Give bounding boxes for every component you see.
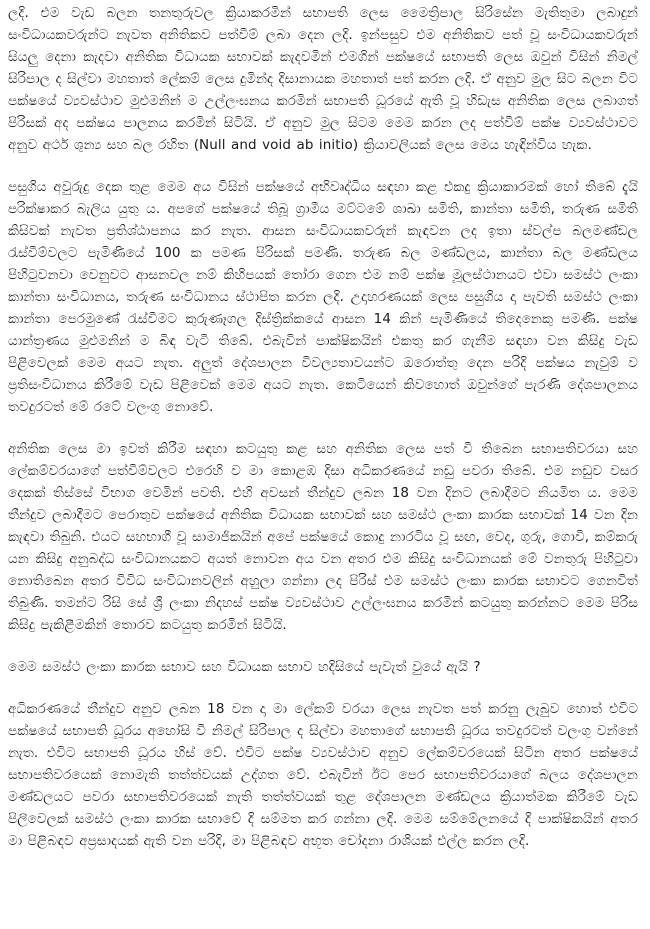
paragraph-court-verdict: අධිකරණයේ තීන්දුව අනුව ලබන 18 වන දා මා ලේකම් වරයා ලෙස නැවත පත් කරනු ලැබුව හොත් එවිට පක්ෂයේ සභාපති ධූරය අහෝසි වී නිමල් සිරිපාල ද සිල්වා මහතාගේ සභාපති ධූරය තවදුරටත් වලංගු වන්නේ නැත. එවිට සභාපති ධූරය හිස් වේ. එවිට පක්ෂ ව්‍යවස්ථාව අනුව ලේකම්වරයෙක් සිටින අතර පක්ෂයේ සභාපතිවරයෙක් නොමැති තත්ත්වයක් උද්ගත වේ. එබැවින් ඊට පෙර සභාපතිවරයාගේ බලය දේශපාලන මණ්ඩලයට පවරා සභාපතිවරයෙක් නැති තත්ත්වයක් තුළ දේශපාලන මණ්ඩලය ක්‍රියාත්මක කිරීමේ වැඩ පිලිවෙලක් සමස්ථ ලංකා කාරක සභාවේ දි සම්මත කර ගන්නා ලදි. මෙම සම්මේලනයේ දි පාක්ෂිකයින් අතර මා පිළිබඳව අප්‍රසාදයක් ඇති වන පරිදි, මා පිළිබඳව අභූත චෝදනා රාශියක් එල්ල කරන ලදි. bbox=[8, 701, 638, 849]
question-line: මෙම සමස්ථ ලංකා කාරක සභාව සහ විධායක සභාව හදිසියේ පැවැත් වුයේ ඇයි ? bbox=[8, 659, 481, 675]
paragraph-court-case: අනිතික ලෙස මා ඉවත් කිරීම සඳහා කටයුතු කළ සහ අනිතික ලෙස පත් වී තිබෙන සභාපතිවරයා සහ ලේකම්වරයාගේ පත්වීම්වලට එරෙහි ව මා කොළඹ දිසා අධිකරණයේ නඩු පවරා තිබේ. එම නඩුව වසර දෙකක් තිස්සේ විභාග වෙමින් පවති. එහි අවසන් තීන්දුව ලබන 18 වන දිනට ලබාදීමට නියමිත ය. මෙම තීන්දුව ලබාදීමට පෙරාතුව පක්ෂයේ අනිතික විධායක සභාවක් සහ සමස්ථ ලංකා කාරක සභාවක් 14 වන දින කැඳවා තිබුනි. එයට සහභාගී වූ සාමාජිකයින් අපේ පක්ෂයේ කොදු නාරටිය වූ සඟ, වෙද, ගුරු, ගොවි, කම්කරු යන කිසිදු අනුබද්ධ සංවිධානයකට අයත් නොවන අය වන අතර එම කිසිදු සංවිධානයක් මේ වනතුරු පිහිටුවා නොතිබෙන අතර විවිධ සංවිධානවලින් අහුලා ගන්නා ලද පිරිස් එම සමස්ථ ලංකා කාරක සභාවට ගෙනවිත් තිබුණි. තමන්ට රිසි සේ ශ්‍රී ලංකා නිදහස් පක්ෂ ව්‍යවස්ථාව උල්ලංඝනය කරමින් කටයුතු කරන්නට මෙම පිරිස කිසිදු පැකිළීමකින් තොරව කටයුතු කරමින් සිටියි. bbox=[8, 441, 638, 633]
paragraph-party-activity: පසුගිය අවුරුදු දෙක තුළ මෙම අය විසින් පක්ෂයේ අභිවෘද්ධිය සඳහා කළ එකදු ක්‍රියාකාරමක් හෝ තිබේ දැයි පරික්ෂාකර බැලිය යුතු ය. අපගේ පක්ෂයේ තිබූ ග්‍රාමීය මට්ටමේ ශාඛා සමිති, කාන්තා සමිති, තරුණ සමිති කිසිවක් නැවත ප්‍රතිශ්ඨාපනය කර නැත. ආසන සංවිධායකවරුන් කැඳවන ලද ඉතා ස්වල්ප බලමණ්ඩල රැස්වීම්වලට පැමිණියේ 100 ක පමණ පිරිසක් පමණි. තරුණ බල මණ්ඩලය, කාන්තා බල මණ්ඩලය පිහිටුවනවා වෙනුවට ආසනවල නම් කිහිපයක් තෝරා ගෙන එම නම් පක්ෂ මූලස්ථානයට එවා සමස්ථ ලංකා කාන්තා සංවිධානය, තරුණ සංවිධානය ස්ථාපිත කරන ලදි. උදාහරණයක් ලෙස පසුගිය දා පැවති සමස්ථ ලංකා කාන්තා පෙරමුණේ රැස්වීමට කුරුණෑගල දිස්ත්‍රික්කයේ ආසන 14 කින් පැමිණියේ තිදෙනෙකු පමණි. පක්ෂ යාන්ත්‍රණය මුළුමනින් ම බිඳ වැටී තිබේ. එබැවින් පාක්ෂිකයින් එකතු කර ගැනීම සඳහා වන කිසිදු වැඩ පිළිවෙලක් මෙම අයට නැත. අලුත් දේශපාලන විවල්‍යතාවයන්ට ඔරොත්තු දෙන පරිදි පක්ෂය නැවුම් ව ප්‍රතිසංවිධානය කිරීමේ වැඩ පිළිවෙක් මෙම අයට නැත. කෙටියෙන් කිවහොත් ඔවුන්ගේ පැරණි දේශපාලනය තවදුරටත් මේ රටේ වලංගු නොවේ. bbox=[8, 179, 638, 415]
paragraph-appointments: ලදි. එම වැඩ බලන තනතුරුවල ක්‍රියාකරමින් සභාපති ලෙස මෛත්‍රිපාල සිරිසේන මැතිතුමා ලබාදුන් සංවිධායකවරුන්ට නැවත අනිතිකව පත්වීම් ලබා දෙන ලදි. ඉන්පසුව එම අනිතිකව පත් වූ සංවිධායකවරුන් සියලු දෙනා කැදවා අනිතික විධායක සභාවක් කැදවමින් එමගින් පක්ෂයේ සභාපති ලෙස ඔවුන් විසින් නිමල් සිරිපාල ද සිල්වා මහතාත් ලේකම් ලෙස දුමින්ද දිසානායක මහතාත් පත් කරන ලදි. ඒ අනුව මුල සිට බලන විට පක්ෂයේ ව්‍යවස්ථාව මුළුමනින් ම උල්ලංඝනය කරමින් සභාපති ධූරයේ ඇති වූ හිඩැස අනිතික ලෙස ලබාගත් පිරිසක් අද පක්ෂය පාලනය කරමින් සිටියි. ඒ අනුව මුල සිටම මෙම කරන ලද පත්වීම් පක්ෂ ව්‍යවස්ථාවට අනුව අර්ථ ශුන්‍ය සහ බල රහිත (Null and void ab initio) ක්‍රියාවලියක් ලෙස මෙය හැඳින්විය හැක. bbox=[8, 5, 638, 153]
